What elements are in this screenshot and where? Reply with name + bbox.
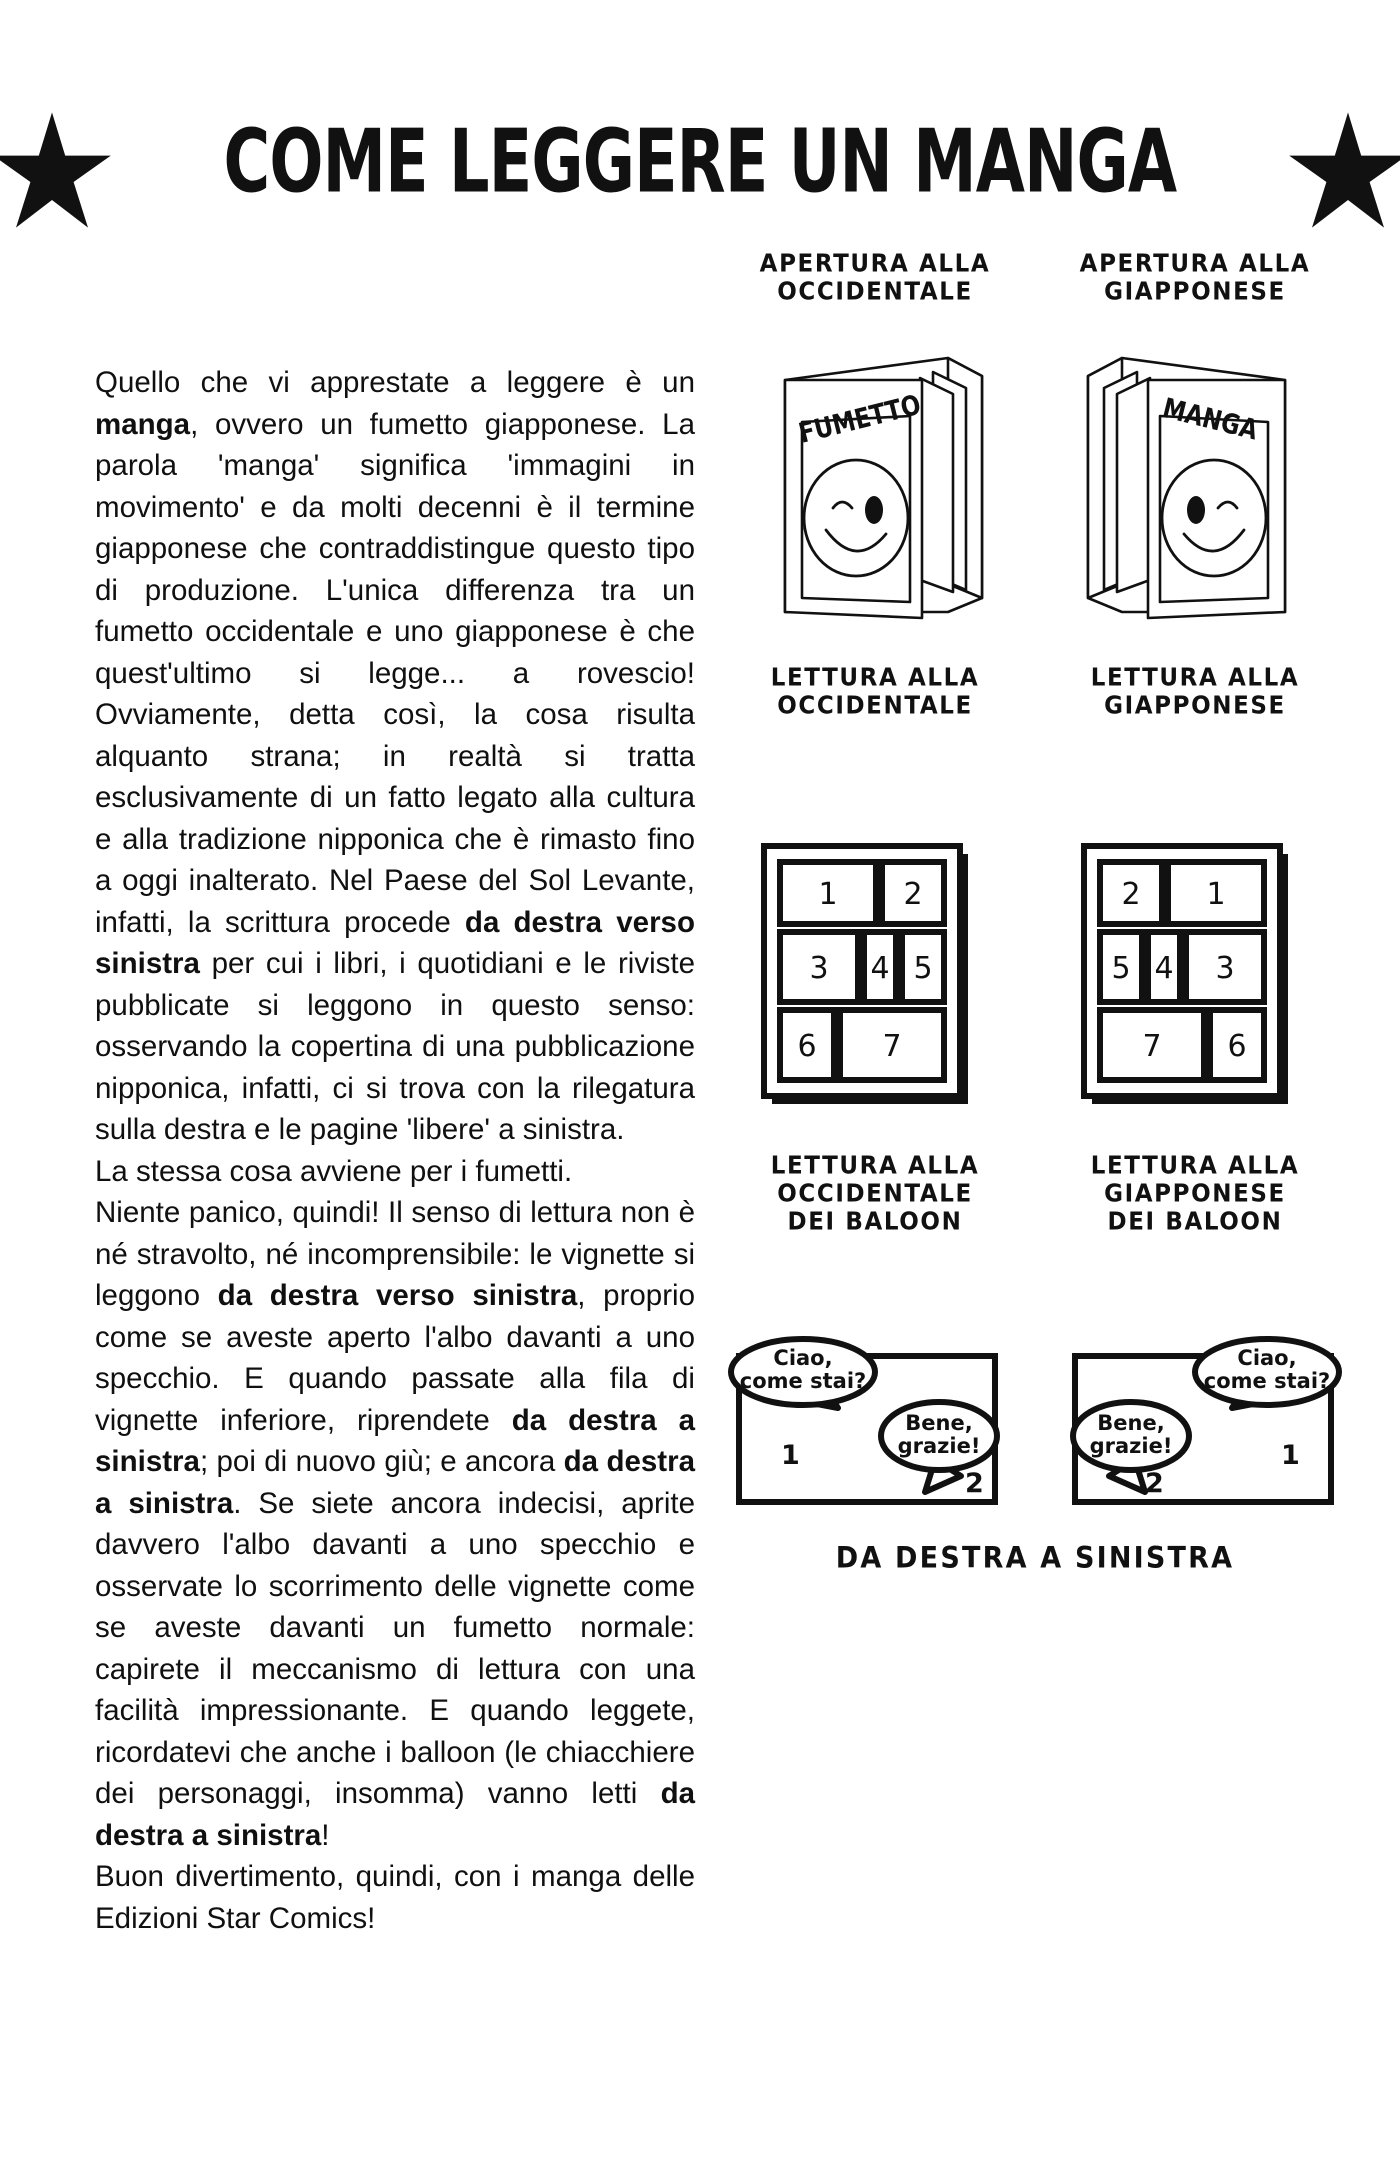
panel-number: 2: [903, 877, 923, 912]
panel-grid-western: [750, 836, 1000, 1126]
article-paragraph-3: Niente panico, quindi! Il senso di lettura non è né stravolto, né incomprensibile: le vignette si leggono da destra verso sinistra, proprio come se aveste aperto l'albo davanti a uno specchio. E quando passate alla fila di vignette inferiore, riprendete da destra a sinistra; poi di nuovo giù; e ancora da destra a sinistra. Se siete ancora indecisi, aprite davvero l'albo davanti a uno specchio e osservate lo scorrimento delle vignette come se aveste davanti un fumetto normale: capirete il meccanismo di lettura con una facilità impressionante. E quando leggete, ricordatevi che anche i balloon (le chiacchiere dei personaggi, insomma) vanno letti da destra a sinistra!: [95, 1196, 695, 1852]
balloon-number-2: 2: [965, 1468, 984, 1499]
grid-caption-western: LETTURA ALLA OCCIDENTALE DEI BALOON: [770, 1151, 980, 1237]
panel-number: 4: [870, 951, 890, 986]
article-paragraph-4: Buon divertimento, quindi, con i manga delle Edizioni Star Comics!: [95, 1860, 695, 1935]
star-icon: [0, 105, 112, 235]
panel-grid-western-wrap: [715, 836, 1035, 1126]
panel-number: 3: [809, 951, 829, 986]
book-illustration-japanese: [1070, 340, 1320, 640]
balloon-number-1: 1: [781, 1440, 800, 1471]
article-paragraph-2: La stessa cosa avviene per i fumetti.: [95, 1154, 573, 1188]
balloon-panel-western: [725, 1332, 1025, 1517]
grid-caption-japanese: LETTURA ALLA GIAPPONESE DEI BALOON: [1090, 1151, 1300, 1237]
panel-number: 7: [882, 1029, 902, 1064]
speech-balloon-1: [1195, 1339, 1339, 1408]
balloon-panel-japanese-wrap: [1035, 1332, 1355, 1517]
book-cover-label-japanese: MANGA: [1159, 391, 1262, 447]
panel-number: 4: [1154, 951, 1174, 986]
bottom-caption: DA DESTRA A SINISTRA: [835, 1541, 1235, 1576]
page-header: [0, 90, 1400, 250]
panel-number: 2: [1121, 877, 1141, 912]
svg-text:Ciao,: Ciao,: [773, 1346, 833, 1370]
book-caption-western: LETTURA ALLA OCCIDENTALE: [770, 663, 980, 721]
panel-number: 5: [1111, 951, 1131, 986]
speech-balloon-1: [731, 1339, 875, 1408]
book-cover-label-western: FUMETTO: [795, 387, 924, 450]
book-headings-row: [715, 250, 1355, 306]
article-paragraph-1: Quello che vi apprestate a leggere è un manga, ovvero un fumetto giapponese. La parola 'manga' significa 'immagini in movimento' e da molti decenni è il termine giapponese che contraddistingue questo tipo di produzione. L'unica differenza tra un fumetto occidentale e uno giapponese è che quest'ultimo si legge... a rovescio! Ovviamente, detta così, la cosa risulta alquanto strana; in realtà si tratta esclusivamente di un fatto legato alla cultura e alla tradizione nipponica che è rimasto fino a oggi inalterato. Nel Paese del Sol Levante, infatti, la scrittura procede da destra verso sinistra per cui i libri, i quotidiani e le riviste pubblicate si leggono in questo senso: osservando la copertina di una pubblicazione nipponica, infatti, ci si trova con la rilegatura sulla destra e le pagine 'libere' a sinistra.: [95, 366, 695, 1146]
book-illustration-western: [750, 340, 1000, 640]
svg-text:Ciao,: Ciao,: [1237, 1346, 1297, 1370]
star-icon: [1288, 105, 1400, 235]
svg-text:come stai?: come stai?: [739, 1369, 867, 1393]
panel-number: 1: [818, 877, 838, 912]
balloon-number-1: 1: [1281, 1440, 1300, 1471]
balloon-panel-western-wrap: [715, 1332, 1035, 1517]
article-body: [95, 362, 695, 1939]
svg-text:Bene,: Bene,: [1097, 1411, 1165, 1435]
book-illustration-western-wrap: [715, 340, 1035, 640]
panel-number: 6: [1227, 1029, 1247, 1064]
page-title: COME LEGGERE UN MANGA: [223, 111, 1177, 213]
panel-number: 3: [1215, 951, 1235, 986]
svg-text:grazie!: grazie!: [1089, 1434, 1173, 1458]
panel-number: 7: [1142, 1029, 1162, 1064]
balloon-number-2: 2: [1145, 1468, 1164, 1499]
svg-text:grazie!: grazie!: [897, 1434, 981, 1458]
panel-number: 5: [913, 951, 933, 986]
book-caption-japanese: LETTURA ALLA GIAPPONESE: [1090, 663, 1300, 721]
panel-grids-row: [715, 836, 1355, 1126]
balloon-panels-row: [715, 1332, 1355, 1517]
grid-captions-row: [715, 1152, 1355, 1236]
book-illustrations-row: [715, 340, 1355, 640]
figures-column: [715, 250, 1355, 1574]
svg-text:Bene,: Bene,: [905, 1411, 973, 1435]
balloon-panel-japanese: [1045, 1332, 1345, 1517]
svg-text:come stai?: come stai?: [1203, 1369, 1331, 1393]
book-heading-japanese: APERTURA ALLA GIAPPONESE: [1079, 249, 1311, 307]
book-heading-western: APERTURA ALLA OCCIDENTALE: [759, 249, 991, 307]
book-captions-row: [715, 664, 1355, 720]
panel-grid-japanese-wrap: [1035, 836, 1355, 1126]
panel-number: 1: [1206, 877, 1226, 912]
book-illustration-japanese-wrap: [1035, 340, 1355, 640]
panel-grid-japanese: [1070, 836, 1320, 1126]
panel-number: 6: [797, 1029, 817, 1064]
